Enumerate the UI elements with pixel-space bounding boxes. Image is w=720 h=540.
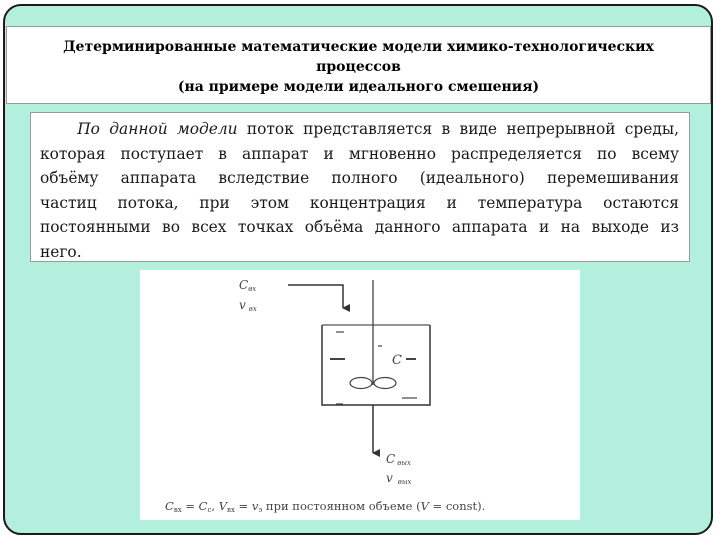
title-line-2: процессов (316, 59, 401, 75)
text-lead-italic: По данной модели (77, 120, 238, 138)
text-line-1-rest: поток представляется в виде непрерывной среды, (237, 120, 679, 138)
outlet-c-label: Cвых (386, 452, 411, 467)
inlet-arrow (288, 285, 343, 308)
text-line-2: которая поступает в аппарат и мгновенно распределяется по всему (40, 144, 679, 163)
mixing-vessel-diagram (140, 270, 580, 520)
impeller-blade-left (350, 378, 372, 389)
outlet-v-label: vвых (386, 471, 412, 486)
inlet-c-label: Cвх (239, 278, 257, 293)
vessel-concentration-label: C (392, 353, 402, 368)
impeller-blade-right (374, 378, 396, 389)
inlet-v-label: vвх (239, 298, 257, 313)
title-line-3: (на примере модели идеального смешения) (177, 79, 540, 95)
text-line-1 (40, 117, 679, 142)
diagram-svg (140, 270, 580, 520)
mixing-formula: Cвх = Cc, Vвх = vэ при постоянном объеме (V = const). (165, 499, 486, 514)
description-text (30, 112, 690, 262)
text-line-3: объёму аппарата вследствие полного (идеального) перемешивания (40, 169, 679, 187)
text-line-5: постоянными во всех точках объёма данного аппарата и на выходе из (40, 218, 679, 236)
title-line-1: Детерминированные математические модели химико-технологических (63, 39, 654, 55)
text-line-6: него. (40, 242, 82, 261)
vessel-wall (322, 325, 430, 405)
slide-title (6, 26, 711, 104)
text-line-4: частиц потока, при этом концентрация и температура остаются (40, 193, 679, 212)
